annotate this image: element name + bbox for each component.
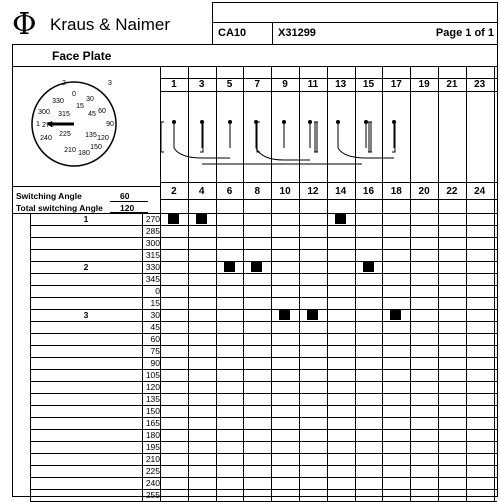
contact-top-9: 9 — [282, 79, 288, 90]
angle-135: 135 — [145, 394, 160, 404]
dial-label-90: 90 — [106, 121, 114, 128]
position-2: 2 — [83, 262, 89, 272]
contact-bottom-8: 8 — [254, 186, 261, 197]
angle-300: 300 — [145, 238, 160, 248]
angle-0: 0 — [155, 286, 160, 296]
contact-top-19: 19 — [418, 79, 430, 90]
contact-bottom-2: 2 — [171, 186, 177, 197]
angle-270: 270 — [145, 214, 160, 224]
angle-255: 255 — [145, 490, 160, 500]
contact-top-15: 15 — [362, 79, 375, 90]
contact-closed-marker — [390, 310, 401, 320]
dial-label-315: 315 — [58, 111, 70, 118]
contact-top-17: 17 — [390, 79, 402, 90]
contact-bottom-16: 16 — [362, 186, 375, 197]
dial-label-330: 330 — [52, 98, 64, 105]
contact-bottom-20: 20 — [418, 186, 430, 197]
dial-label-0: 0 — [72, 91, 76, 98]
angle-105: 105 — [145, 370, 160, 380]
contact-bottom-6: 6 — [226, 186, 233, 197]
angle-345: 345 — [145, 274, 160, 284]
dial-label-270: 270 — [42, 122, 54, 129]
contact-top-3: 3 — [198, 79, 205, 90]
contact-top-23: 23 — [474, 79, 486, 90]
dial-label-240: 240 — [40, 135, 52, 142]
dial-label-225: 225 — [59, 131, 71, 138]
page-number: Page 1 of 1 — [435, 27, 494, 39]
contact-bottom-12: 12 — [307, 186, 319, 197]
angle-330: 330 — [145, 262, 160, 272]
dial-label-180: 180 — [78, 150, 90, 157]
dial-pos-1: 1 — [36, 121, 40, 128]
switching-angle-value: 60 — [120, 191, 130, 201]
angle-210: 210 — [145, 454, 160, 464]
dial-label-15: 15 — [76, 103, 84, 110]
dial-label-150: 150 — [90, 144, 102, 151]
contact-bottom-10: 10 — [279, 186, 291, 197]
dial-label-120: 120 — [97, 135, 109, 142]
position-1: 1 — [83, 214, 89, 224]
angle-60: 60 — [150, 334, 160, 344]
contact-bottom-4: 4 — [198, 186, 205, 197]
contact-closed-marker — [335, 214, 346, 224]
angle-180: 180 — [145, 430, 160, 440]
contact-top-21: 21 — [446, 79, 458, 90]
angle-15: 15 — [150, 298, 160, 308]
angle-315: 315 — [145, 250, 160, 260]
switching-angle-label: Switching Angle — [16, 191, 82, 201]
angle-120: 120 — [145, 382, 160, 392]
contact-closed-marker — [168, 214, 179, 224]
contact-bottom-14: 14 — [335, 186, 347, 197]
position-3: 3 — [83, 310, 89, 320]
angle-45: 45 — [150, 322, 160, 332]
dial-pos-2: 2 — [62, 80, 66, 87]
contact-top-11: 11 — [307, 79, 319, 90]
contact-diagram — [160, 92, 498, 182]
angle-195: 195 — [145, 442, 160, 452]
angle-30: 30 — [150, 310, 160, 320]
logo-phi-icon: Φ — [12, 7, 37, 42]
angle-150: 150 — [145, 406, 160, 416]
contact-closed-marker — [224, 262, 235, 272]
drawing-number: X31299 — [278, 27, 316, 39]
contact-closed-marker — [363, 262, 374, 272]
face-plate-title: Face Plate — [52, 49, 112, 63]
contact-closed-marker — [251, 262, 262, 272]
contact-bottom-22: 22 — [446, 186, 458, 197]
contact-top-13: 13 — [335, 79, 347, 90]
dial-label-60: 60 — [98, 108, 106, 115]
contact-bottom-24: 24 — [474, 186, 486, 197]
dial-label-210: 210 — [64, 147, 76, 154]
angle-240: 240 — [145, 478, 160, 488]
total-switching-angle-value: 120 — [120, 203, 135, 213]
contact-closed-marker — [279, 310, 290, 320]
contact-bottom-18: 18 — [390, 186, 402, 197]
total-switching-angle-label: Total switching Angle — [16, 203, 103, 213]
company-name: Kraus & Naimer — [50, 15, 170, 34]
contact-top-7: 7 — [254, 79, 261, 90]
angle-225: 225 — [145, 466, 160, 476]
angle-90: 90 — [150, 358, 160, 368]
angle-285: 285 — [145, 226, 160, 236]
contact-closed-marker — [196, 214, 207, 224]
contact-top-5: 5 — [226, 79, 233, 90]
contact-top-1: 1 — [171, 79, 177, 90]
dial-label-135: 135 — [85, 132, 97, 139]
dial-face-plate — [14, 68, 158, 184]
dial-label-30: 30 — [86, 96, 94, 103]
contact-closed-marker — [307, 310, 318, 320]
dial-label-45: 45 — [88, 111, 96, 118]
angle-165: 165 — [145, 418, 160, 428]
model-code: CA10 — [218, 27, 247, 39]
dial-label-300: 300 — [38, 109, 50, 116]
angle-75: 75 — [150, 346, 160, 356]
dial-pos-3: 3 — [108, 80, 112, 87]
